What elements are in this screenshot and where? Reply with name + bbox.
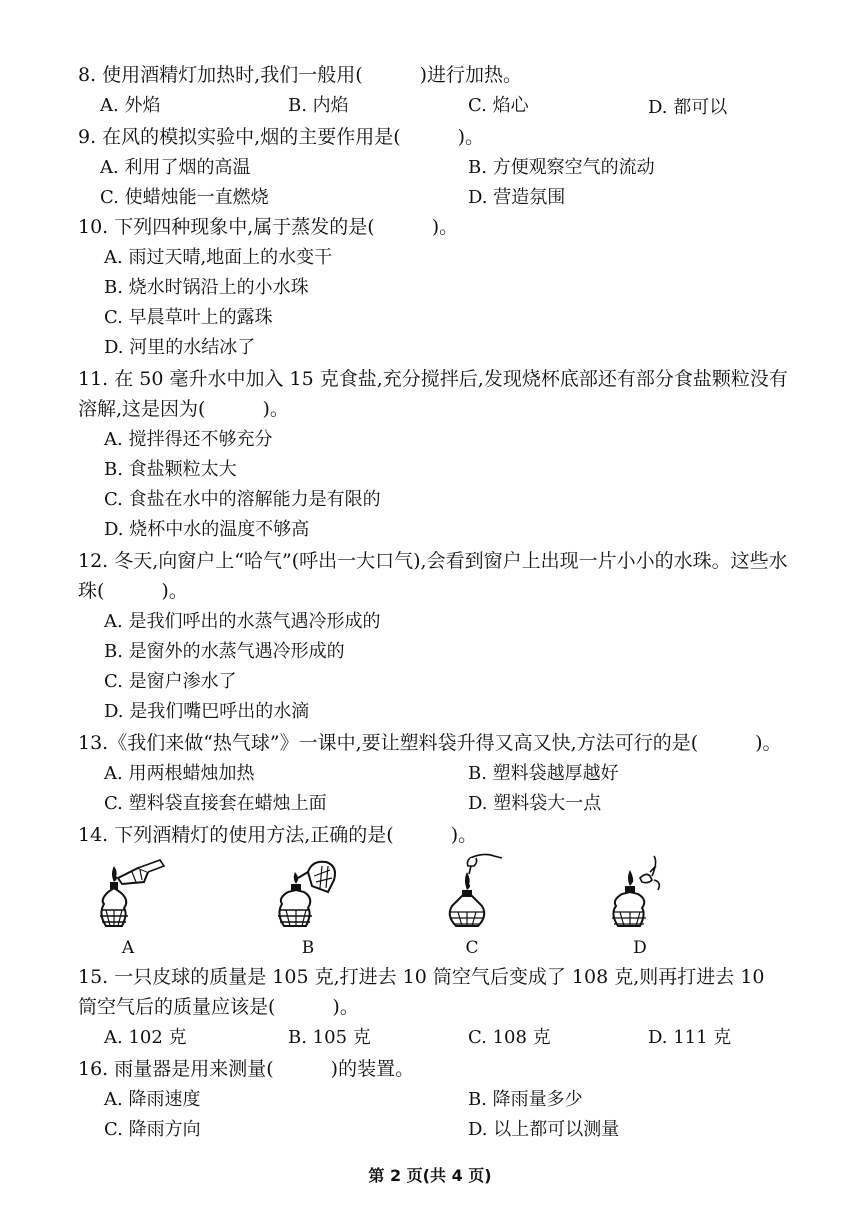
q10-option-d: D. 河里的水结冰了: [104, 337, 256, 358]
q11-option-c: C. 食盐在水中的溶解能力是有限的: [104, 489, 381, 510]
q15-option-b: B. 105 克: [288, 1027, 371, 1048]
figure-c: [432, 852, 512, 960]
q15-option-c: C. 108 克: [468, 1027, 551, 1048]
figure-a: [88, 852, 168, 960]
q10-option-b: B. 烧水时锅沿上的小水珠: [104, 277, 309, 298]
question-12: 12. 冬天,向窗户上“哈气”(呼出一大口气),会看到窗户上出现一片小小的水珠。这些水珠( )。: [78, 550, 788, 602]
q16-option-d: D. 以上都可以测量: [468, 1119, 620, 1140]
q16-option-c: C. 降雨方向: [104, 1119, 201, 1140]
question-14: 14. 下列酒精灯的使用方法,正确的是( )。: [78, 824, 478, 846]
alcohol-lamp-blow-icon: [600, 852, 680, 936]
figure-label-c: C: [465, 938, 479, 958]
q13-option-c: C. 塑料袋直接套在蜡烛上面: [104, 793, 327, 814]
q9-option-d: D. 营造氛围: [468, 187, 566, 208]
q9-option-b: B. 方便观察空气的流动: [468, 157, 655, 178]
question-16: 16. 雨量器是用来测量( )的装置。: [78, 1058, 415, 1080]
q11-option-a: A. 搅拌得还不够充分: [104, 429, 273, 450]
q16-option-a: A. 降雨速度: [104, 1089, 201, 1110]
q11-option-d: D. 烧杯中水的温度不够高: [104, 519, 310, 540]
alcohol-lamp-adding-icon: [268, 852, 348, 936]
question-9: 9. 在风的模拟实验中,烟的主要作用是( )。: [78, 126, 485, 148]
q8-option-d: D. 都可以: [648, 97, 728, 118]
q12-option-b: B. 是窗外的水蒸气遇冷形成的: [104, 641, 345, 662]
question-13: 13.《我们来做“热气球”》一课中,要让塑料袋升得又高又快,方法可行的是( )。: [78, 732, 782, 754]
q8-option-c: C. 焰心: [468, 95, 529, 116]
figure-label-a: A: [121, 938, 135, 958]
q10-option-a: A. 雨过天晴,地面上的水变干: [104, 247, 333, 268]
q8-option-b: B. 内焰: [288, 95, 349, 116]
q12-option-c: C. 是窗户渗水了: [104, 671, 237, 692]
figure-label-d: D: [633, 938, 647, 958]
q12-option-a: A. 是我们呼出的水蒸气遇冷形成的: [104, 611, 381, 632]
q16-option-b: B. 降雨量多少: [468, 1089, 583, 1110]
q15-option-a: A. 102 克: [104, 1027, 187, 1048]
q13-option-b: B. 塑料袋越厚越好: [468, 763, 619, 784]
page-footer: 第 2 页(共 4 页): [368, 1166, 492, 1185]
figure-b: [268, 852, 348, 960]
alcohol-lamp-tilted-icon: [88, 852, 168, 936]
q9-option-c: C. 使蜡烛能一直燃烧: [100, 187, 269, 208]
q10-option-c: C. 早晨草叶上的露珠: [104, 307, 273, 328]
alcohol-lamp-figures: [100, 852, 740, 960]
q13-option-a: A. 用两根蜡烛加热: [104, 763, 255, 784]
figure-label-b: B: [301, 938, 315, 958]
figure-d: [600, 852, 680, 960]
q8-option-a: A. 外焰: [100, 95, 161, 116]
q12-option-d: D. 是我们嘴巴呼出的水滴: [104, 701, 310, 722]
q9-option-a: A. 利用了烟的高温: [100, 157, 251, 178]
q13-option-d: D. 塑料袋大一点: [468, 793, 602, 814]
q11-option-b: B. 食盐颗粒太大: [104, 459, 237, 480]
question-8: 8. 使用酒精灯加热时,我们一般用( )进行加热。: [78, 64, 523, 86]
question-15: 15. 一只皮球的质量是 105 克,打进去 10 筒空气后变成了 108 克,则再打进去 10 筒空气后的质量应该是( )。: [78, 966, 765, 1018]
question-11: 11. 在 50 毫升水中加入 15 克食盐,充分搅拌后,发现烧杯底部还有部分食盐颗粒没有溶解,这是因为( )。: [78, 368, 788, 420]
q15-option-d: D. 111 克: [648, 1027, 732, 1048]
alcohol-lamp-match-icon: [432, 852, 512, 936]
question-10: 10. 下列四种现象中,属于蒸发的是( )。: [78, 216, 459, 238]
